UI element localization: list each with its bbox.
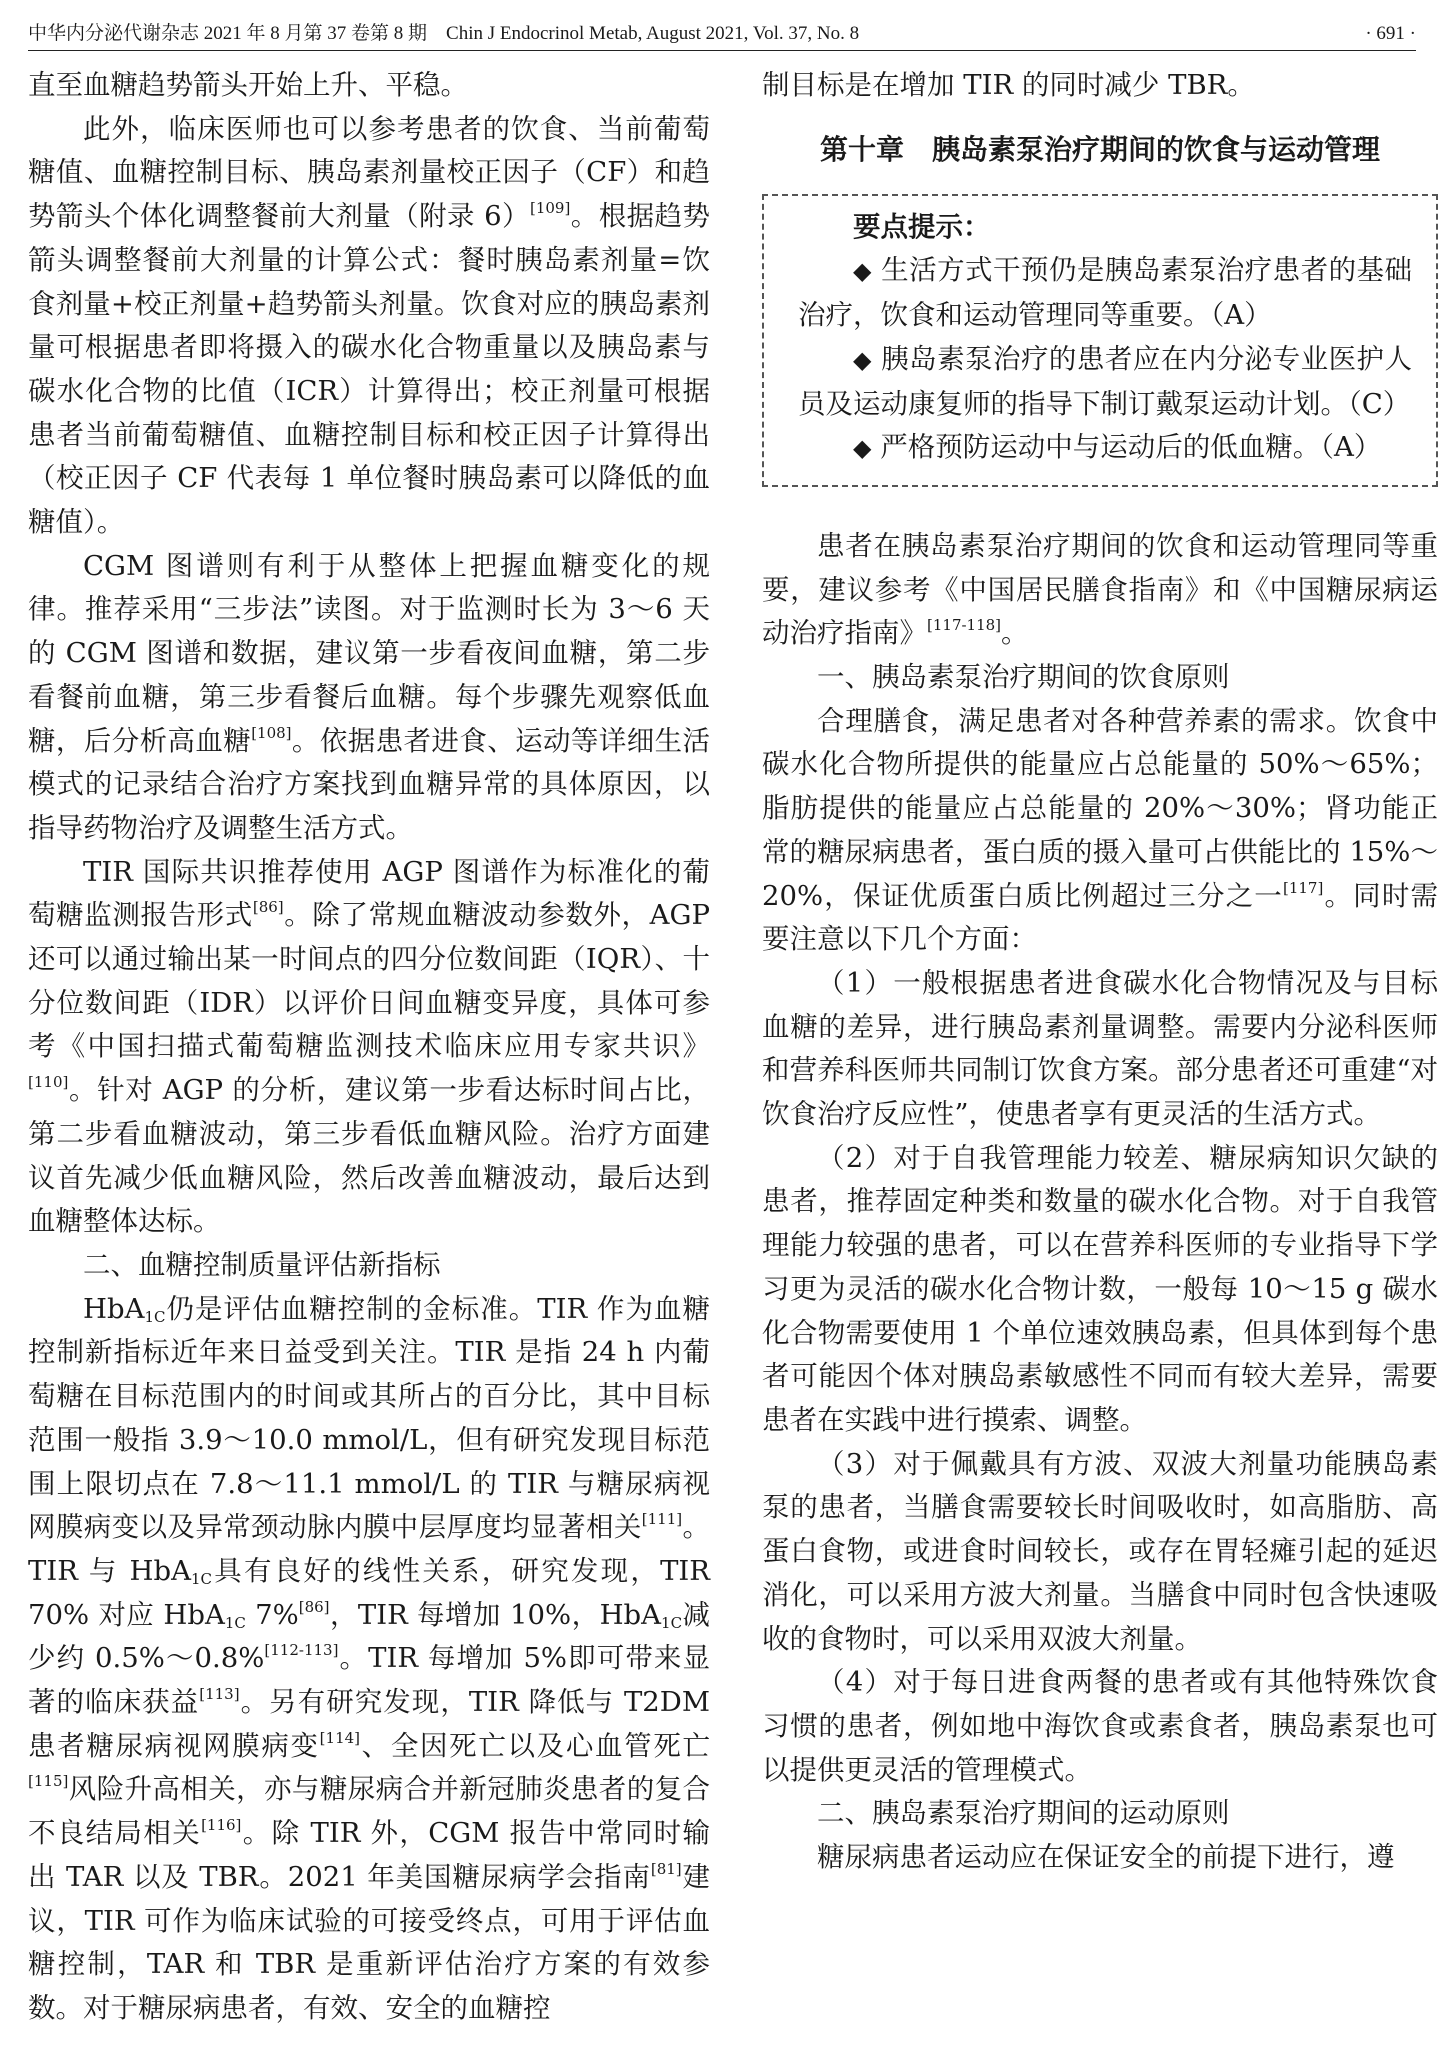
citation[interactable]: [115] <box>28 1772 69 1791</box>
left-column <box>28 64 710 2031</box>
citation[interactable]: [112-113] <box>264 1641 339 1660</box>
paragraph: HbA$_{1C}$仍是评估血糖控制的金标准。TIR 作为血糖控制新指标近年来日益受到关注。TIR 是指 24 h 内葡萄糖在目标范围内的时间或其所占的百分比，其中目标范围一般指 3.9～10.0 mmol/L，但有研究发现目标范围上限切点在 7.8～11.1 mmol/L 的 TIR 与糖尿病视网膜病变以及异常颈动脉内膜中层厚度均显著相关[111]。TIR 与 HbA$_{1C}$具有良好的线性关系，研究发现，TIR 70% 对应 HbA$_{1C}$ 7%[86]，TIR 每增加 10%，HbA$_{1C}$减少约 0.5%～0.8%[112-113]。TIR 每增加 5%即可带来显著的临床获益[113]。另有研究发现，TIR 降低与 T2DM 患者糖尿病视网膜病变[114]、全因死亡以及心血管死亡[115]风险升高相关，亦与糖尿病合并新冠肺炎患者的复合不良结局相关[116]。除 TIR 外，CGM 报告中常同时输出 TAR 以及 TBR。2021 年美国糖尿病学会指南[81]建议，TIR 可作为临床试验的可接受终点，可用于评估血糖控制，TAR 和 TBR 是重新评估治疗方案的有效参数。对于糖尿病患者，有效、安全的血糖控 <box>28 1292 711 2024</box>
paragraph: （3）对于佩戴具有方波、双波大剂量功能胰岛素泵的患者，当膳食需要较长时间吸收时，如高脂肪、高蛋白食物，或进食时间较长，或存在胃轻瘫引起的延迟消化，可以采用方波大剂量。当膳食中同时包含快速吸收的食物时，可以采用双波大剂量。 <box>762 1447 1438 1655</box>
citation[interactable]: [114] <box>319 1728 361 1747</box>
key-point-item: ◆ 严格预防运动中与运动后的低血糖。（A） <box>853 431 1382 464</box>
key-points-box <box>762 194 1438 487</box>
paragraph: 此外，临床医师也可以参考患者的饮食、当前葡萄糖值、血糖控制目标、胰岛素剂量校正因子（CF）和趋势箭头个体化调整餐前大剂量（附录 6）[109]。根据趋势箭头调整餐前大剂量的计算公式：餐时胰岛素剂量=饮食剂量+校正剂量+趋势箭头剂量。饮食对应的胰岛素剂量可根据患者即将摄入的碳水化合物重量以及胰岛素与碳水化合物的比值（ICR）计算得出；校正剂量可根据患者当前葡萄糖值、血糖控制目标和校正因子计算得出（校正因子 CF 代表每 1 单位餐时胰岛素可以降低的血糖值）。 <box>28 112 710 539</box>
journal-name-en: Chin J Endocrinol Metab, August 2021, Vol. 37, No. 8 <box>446 23 860 44</box>
paragraph: （2）对于自我管理能力较差、糖尿病知识欠缺的患者，推荐固定种类和数量的碳水化合物。对于自我管理能力较强的患者，可以在营养科医师的专业指导下学习更为灵活的碳水化合物计数，一般每 10～15 g 碳水化合物需要使用 1 个单位速效胰岛素，但具体到每个患者可能因个体对胰岛素敏感性不同而有较大差异，需要患者在实践中进行摸索、调整。 <box>762 1141 1438 1436</box>
paragraph: 直至血糖趋势箭头开始上升、平稳。 <box>28 69 468 101</box>
running-header <box>28 22 1416 50</box>
right-column <box>762 64 1438 1880</box>
citation[interactable]: [108] <box>251 723 292 742</box>
journal-name-cn: 中华内分泌代谢杂志 2021 年 8 月第 37 卷第 8 期 <box>28 23 428 44</box>
paragraph: CGM 图谱则有利于从整体上把握血糖变化的规律。推荐采用“三步法”读图。对于监测时长为 3～6 天的 CGM 图谱和数据，建议第一步看夜间血糖，第二步看餐前血糖，第三步看餐后血糖。每个步骤先观察低血糖，后分析高血糖[108]。依据患者进食、运动等详细生活模式的记录结合治疗方案找到血糖异常的具体原因，以指导药物治疗及调整生活方式。 <box>28 549 711 844</box>
diamond-icon: ◆ <box>853 345 872 374</box>
citation[interactable]: [109] <box>529 199 571 218</box>
paragraph: TIR 国际共识推荐使用 AGP 图谱作为标准化的葡萄糖监测报告形式[86]。除了常规血糖波动参数外，AGP 还可以通过输出某一时间点的四分位数间距（IQR）、十分位数间距（IDR）以评价日间血糖变异度，具体可参考《中国扫描式葡萄糖监测技术临床应用专家共识》[110]。针对 AGP 的分析，建议第一步看达标时间占比，第二步看血糖波动，第三步看低血糖风险。治疗方面建议首先减少低血糖风险，然后改善血糖波动，最后达到血糖整体达标。 <box>28 855 710 1238</box>
citation[interactable]: [81] <box>650 1859 682 1878</box>
section-heading: 二、胰岛素泵治疗期间的运动原则 <box>817 1797 1230 1830</box>
page-number: · 691 · <box>1365 23 1416 44</box>
paragraph: （1）一般根据患者进食碳水化合物情况及与目标血糖的差异，进行胰岛素剂量调整。需要内分泌科医师和营养科医师共同制订饮食方案。部分患者还可重建“对饮食治疗反应性”，使患者享有更灵活的生活方式。 <box>762 966 1438 1131</box>
paragraph: 患者在胰岛素泵治疗期间的饮食和运动管理同等重要，建议参考《中国居民膳食指南》和《中国糖尿病运动治疗指南》[117-118]。 <box>762 529 1438 650</box>
citation[interactable]: [86] <box>252 898 284 917</box>
citation[interactable]: [117-118] <box>927 616 1002 635</box>
header-rule <box>28 50 1416 51</box>
diamond-icon: ◆ <box>853 434 872 463</box>
key-point-item: ◆ 胰岛素泵治疗的患者应在内分泌专业医护人员及运动康复师的指导下制订戴泵运动计划。（C） <box>798 342 1412 420</box>
section-heading: 二、血糖控制质量评估新指标 <box>83 1248 441 1281</box>
citation[interactable]: [86] <box>298 1597 330 1616</box>
citation[interactable]: [117] <box>1282 878 1324 897</box>
key-point-item: ◆ 生活方式干预仍是胰岛素泵治疗患者的基础治疗，饮食和运动管理同等重要。（A） <box>798 254 1412 332</box>
paragraph: 合理膳食，满足患者对各种营养素的需求。饮食中碳水化合物所提供的能量应占总能量的 50%～65%；脂肪提供的能量应占总能量的 20%～30%；肾功能正常的糖尿病患者，蛋白质的摄入量可占供能比的 15%～20%，保证优质蛋白质比例超过三分之一[117]。同时需要注意以下几个方面： <box>762 704 1439 956</box>
citation[interactable]: [111] <box>641 1510 683 1529</box>
section-heading: 一、胰岛素泵治疗期间的饮食原则 <box>817 661 1230 694</box>
paragraph: （4）对于每日进食两餐的患者或有其他特殊饮食习惯的患者，例如地中海饮食或素食者，胰岛素泵也可以提供更灵活的管理模式。 <box>762 1666 1438 1786</box>
diamond-icon: ◆ <box>853 257 872 286</box>
paragraph: 制目标是在增加 TIR 的同时减少 TBR。 <box>762 69 1255 101</box>
journal-citation <box>28 22 859 46</box>
paragraph: 糖尿病患者运动应在保证安全的前提下进行，遵 <box>817 1841 1395 1874</box>
citation[interactable]: [113] <box>199 1685 240 1704</box>
chapter-title: 第十章 胰岛素泵治疗期间的饮食与运动管理 <box>819 132 1380 166</box>
citation[interactable]: [116] <box>201 1816 242 1835</box>
key-points-title: 要点提示： <box>853 210 991 243</box>
citation[interactable]: [110] <box>28 1073 69 1092</box>
